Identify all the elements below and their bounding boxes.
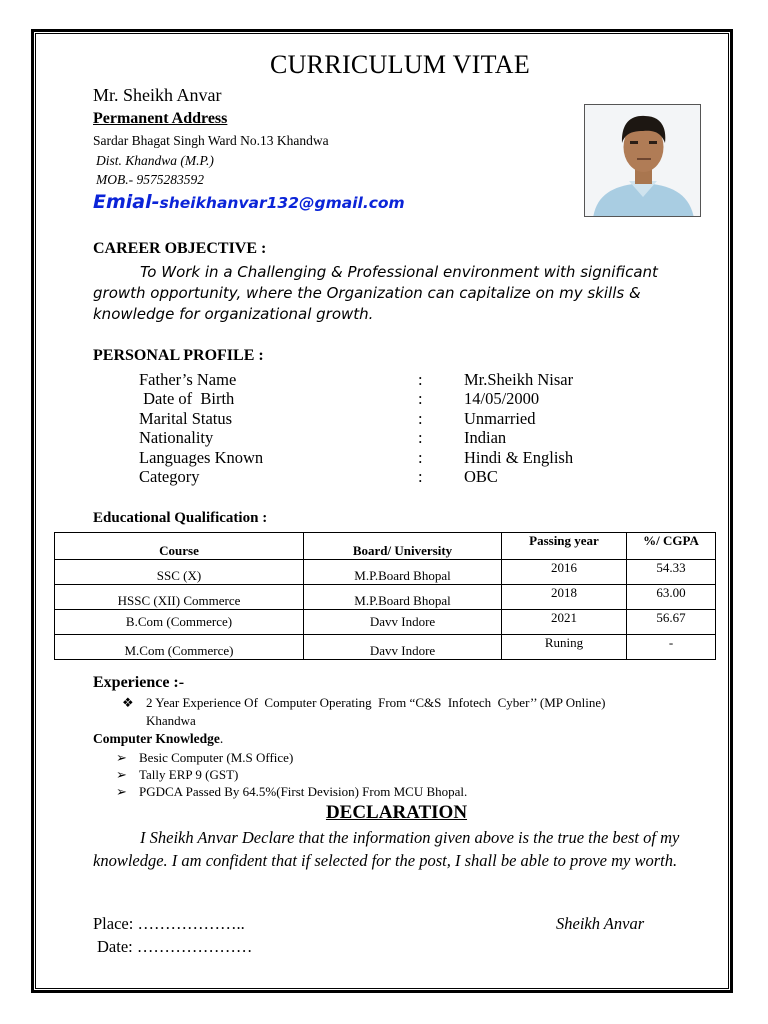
profile-label: Date of Birth xyxy=(139,389,235,408)
career-objective-text: To Work in a Challenging & Professional environment with significant growth opportunity, where the Organization can capitalize on my skills & knowledge for organizational growth. xyxy=(93,263,658,323)
table-cell: B.Com (Commerce) xyxy=(55,610,304,635)
table-cell: SSC (X) xyxy=(55,560,304,585)
email-prefix: Emial- xyxy=(93,191,160,213)
column-header: Passing year xyxy=(502,533,627,560)
profile-value: 14/05/2000 xyxy=(464,389,540,408)
profile-separator: : xyxy=(418,467,423,486)
permanent-address-heading: Permanent Address xyxy=(93,110,228,127)
education-table xyxy=(54,532,716,660)
column-header: %/ CGPA xyxy=(627,533,716,560)
place-field: Place: ……………….. xyxy=(93,914,245,933)
table-cell: Davv Indore xyxy=(304,610,502,635)
profile-label: Category xyxy=(139,467,200,486)
experience-item: 2 Year Experience Of Computer Operating From “C&S Infotech Cyber’’ (MP Online) xyxy=(146,695,606,710)
profile-separator: : xyxy=(418,409,423,428)
table-cell: 56.67 xyxy=(627,610,716,635)
candidate-name: Mr. Sheikh Anvar xyxy=(93,85,222,105)
table-header-row xyxy=(55,533,716,560)
table-row xyxy=(55,610,716,635)
table-cell: Runing xyxy=(502,635,627,660)
column-header: Board/ University xyxy=(304,533,502,560)
table-cell: HSSC (XII) Commerce xyxy=(55,585,304,610)
arrow-bullet-icon: ➢ xyxy=(116,767,127,782)
list-item: Tally ERP 9 (GST) xyxy=(139,767,239,782)
mobile-number: MOB.- 9575283592 xyxy=(96,172,204,187)
declaration-heading: DECLARATION xyxy=(325,802,468,823)
column-header: Course xyxy=(55,533,304,560)
profile-separator: : xyxy=(418,389,423,408)
person-photo-icon xyxy=(585,105,701,217)
profile-value: Hindi & English xyxy=(464,448,574,467)
table-row xyxy=(55,560,716,585)
computer-knowledge-heading xyxy=(93,731,223,747)
declaration-text: I Sheikh Anvar Declare that the information given above is the true the best of my knowledge. I am confident that if selected for the post, I shall be able to prove my worth. xyxy=(93,828,680,870)
arrow-bullet-icon: ➢ xyxy=(116,750,127,765)
profile-separator: : xyxy=(418,428,423,447)
table-cell: 2016 xyxy=(502,560,627,585)
date-field: Date: ………………… xyxy=(97,937,253,956)
table-cell: 2021 xyxy=(502,610,627,635)
profile-value: Indian xyxy=(464,428,507,447)
heading-punctuation: . xyxy=(219,731,224,746)
profile-photo xyxy=(584,104,701,217)
profile-label: Languages Known xyxy=(139,448,264,467)
education-heading: Educational Qualification : xyxy=(93,510,268,526)
table-cell: 63.00 xyxy=(627,585,716,610)
diamond-bullet-icon: ❖ xyxy=(122,695,134,710)
table-row xyxy=(55,585,716,610)
arrow-bullet-icon: ➢ xyxy=(116,784,127,799)
experience-heading: Experience :- xyxy=(93,674,185,691)
table-row xyxy=(55,635,716,660)
table-cell: 54.33 xyxy=(627,560,716,585)
career-objective-heading: CAREER OBJECTIVE : xyxy=(93,240,267,257)
profile-value: Unmarried xyxy=(464,409,536,428)
table-cell: M.Com (Commerce) xyxy=(55,635,304,660)
table-cell: M.P.Board Bhopal xyxy=(304,585,502,610)
table-cell: Davv Indore xyxy=(304,635,502,660)
computer-knowledge-title: Computer Knowledge xyxy=(93,731,220,746)
table-cell: 2018 xyxy=(502,585,627,610)
email-line[interactable] xyxy=(93,191,405,213)
profile-label: Marital Status xyxy=(139,409,233,428)
document-title: CURRICULUM VITAE xyxy=(269,50,531,79)
profile-separator: : xyxy=(418,370,423,389)
signature-name: Sheikh Anvar xyxy=(556,914,645,933)
profile-label: Father’s Name xyxy=(139,370,237,389)
table-cell: M.P.Board Bhopal xyxy=(304,560,502,585)
table-cell: - xyxy=(627,635,716,660)
profile-value: Mr.Sheikh Nisar xyxy=(464,370,574,389)
list-item: Besic Computer (M.S Office) xyxy=(139,750,294,765)
experience-item-continued: Khandwa xyxy=(146,713,196,728)
address-line: Sardar Bhagat Singh Ward No.13 Khandwa xyxy=(93,133,329,148)
email-address[interactable]: sheikhanvar132@gmail.com xyxy=(159,194,405,212)
profile-value: OBC xyxy=(464,467,498,486)
list-item: PGDCA Passed By 64.5%(First Devision) From MCU Bhopal. xyxy=(139,784,468,799)
address-district: Dist. Khandwa (M.P.) xyxy=(96,153,214,168)
profile-separator: : xyxy=(418,448,423,467)
personal-profile-heading: PERSONAL PROFILE : xyxy=(93,347,264,364)
profile-label: Nationality xyxy=(139,428,214,447)
